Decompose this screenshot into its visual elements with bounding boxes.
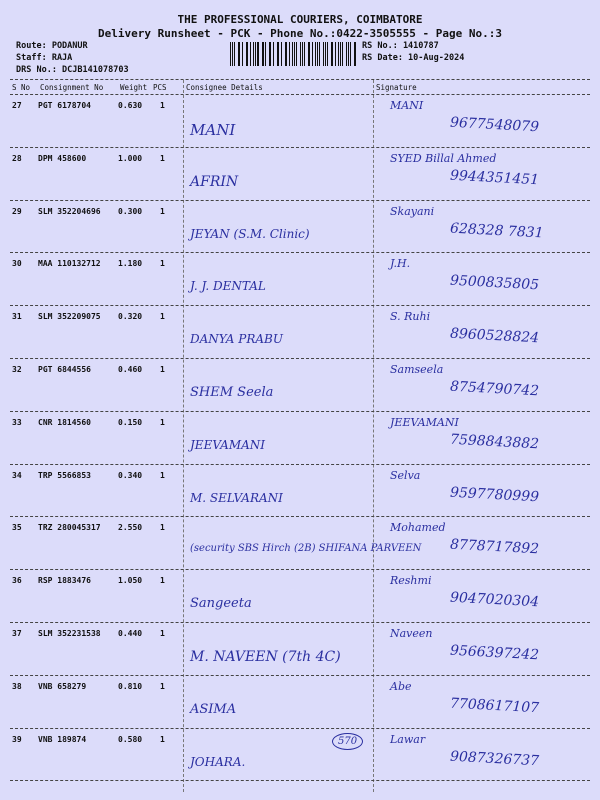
- col-header-consignee: Consignee Details: [186, 83, 263, 92]
- runsheet-subtitle: Delivery Runsheet - PCK - Phone No.:0422-3505555 - Page No.:3: [98, 27, 502, 40]
- weight-value: 0.320: [118, 312, 143, 322]
- pcs-count: 1: [160, 153, 165, 163]
- table-row: [10, 729, 590, 782]
- col-header-signature: Signature: [376, 83, 417, 92]
- consignment-number: PGT 6844556: [38, 365, 91, 374]
- table-row: [10, 412, 590, 465]
- consignee-handwriting: M. SELVARANI: [190, 490, 283, 505]
- weight-value: 2.550: [118, 523, 143, 533]
- col-header-weight: Weight: [120, 83, 148, 92]
- consignment-number: DPM 458600: [38, 153, 87, 163]
- serial-number: 38: [12, 681, 22, 691]
- weight-value: 0.150: [118, 417, 143, 427]
- serial-number: 35: [12, 523, 22, 533]
- phone-handwriting: 9087326737: [449, 748, 540, 769]
- pcs-count: 1: [160, 312, 165, 322]
- serial-number: 36: [12, 576, 22, 586]
- weight-value: 0.580: [118, 734, 143, 744]
- consignment-number: SLM 352204696: [38, 206, 101, 216]
- table-row: [10, 148, 590, 201]
- pcs-count: 1: [160, 629, 165, 638]
- rs-number: RS No.: 1410787: [362, 41, 439, 51]
- consignee-handwriting: JEYAN (S.M. Clinic): [190, 226, 310, 241]
- signature-handwriting: MANI: [390, 99, 424, 112]
- table-row: [10, 201, 590, 254]
- route-info: [16, 40, 129, 76]
- weight-value: 0.630: [118, 101, 143, 110]
- phone-handwriting: 7598843882: [449, 431, 540, 453]
- consignee-handwriting: JEEVAMANI: [190, 437, 266, 452]
- signature-handwriting: Mohamed: [390, 521, 446, 535]
- pcs-count: 1: [160, 101, 165, 110]
- serial-number: 31: [12, 312, 22, 322]
- signature-handwriting: S. Ruhi: [390, 310, 431, 324]
- signature-handwriting: Lawar: [390, 732, 426, 746]
- phone-handwriting: 9677548079: [449, 114, 540, 136]
- pcs-count: 1: [160, 576, 165, 586]
- weight-value: 1.180: [118, 259, 143, 269]
- pcs-count: 1: [160, 734, 165, 744]
- consignee-handwriting: J. J. DENTAL: [190, 279, 266, 294]
- rs-info: [362, 40, 464, 64]
- serial-number: 32: [12, 365, 22, 374]
- route-label: Route: PODANUR: [16, 41, 88, 51]
- pcs-count: 1: [160, 417, 165, 427]
- consignee-handwriting: JOHARA.: [190, 754, 246, 769]
- table-row: [10, 253, 590, 306]
- table-row: [10, 465, 590, 518]
- consignee-handwriting: Sangeeta: [190, 596, 252, 612]
- weight-value: 0.340: [118, 470, 143, 480]
- signature-handwriting: Reshmi: [390, 574, 432, 588]
- col-header-sno: S No: [12, 83, 31, 92]
- circled-mark: 570: [332, 733, 363, 750]
- signature-handwriting: Selva: [390, 468, 421, 482]
- company-title: THE PROFESSIONAL COURIERS, COIMBATORE: [177, 13, 423, 26]
- divider: [10, 79, 590, 80]
- signature-handwriting: Samseela: [390, 363, 444, 376]
- weight-value: 1.000: [118, 153, 143, 163]
- serial-number: 37: [12, 629, 22, 638]
- table-row: [10, 95, 590, 148]
- consignee-handwriting: M. NAVEEN (7th 4C): [190, 649, 341, 665]
- consignment-number: PGT 6178704: [38, 101, 91, 110]
- phone-handwriting: 9597780999: [449, 484, 540, 505]
- serial-number: 39: [12, 734, 22, 744]
- table-row: [10, 359, 590, 412]
- weight-value: 0.460: [118, 365, 143, 374]
- table-row: [10, 306, 590, 359]
- serial-number: 34: [12, 470, 22, 480]
- signature-handwriting: Naveen: [390, 627, 433, 640]
- serial-number: 28: [12, 153, 22, 163]
- table-row: [10, 570, 590, 623]
- consignee-handwriting: SHEM Seela: [190, 385, 274, 400]
- pcs-count: 1: [160, 470, 165, 480]
- pcs-count: 1: [160, 365, 165, 374]
- consignment-number: SLM 352231538: [38, 629, 101, 638]
- drs-label: DRS No.: DCJB141078703: [16, 65, 129, 75]
- serial-number: 29: [12, 206, 22, 216]
- pcs-count: 1: [160, 523, 165, 533]
- consignment-number: VNB 189874: [38, 734, 87, 744]
- consignee-handwriting: DANYA PRABU: [190, 332, 283, 347]
- signature-handwriting: J.H.: [390, 257, 411, 271]
- phone-handwriting: 9944351451: [449, 167, 540, 189]
- phone-handwriting: 7708617107: [449, 695, 540, 717]
- signature-handwriting: Abe: [390, 679, 412, 693]
- phone-handwriting: 8754790742: [449, 378, 540, 400]
- weight-value: 0.440: [118, 629, 143, 638]
- serial-number: 27: [12, 101, 22, 110]
- signature-handwriting: JEEVAMANI: [390, 415, 459, 429]
- table-row: [10, 623, 590, 676]
- consignee-handwriting: MANI: [190, 121, 236, 139]
- phone-handwriting: 8778717892: [449, 537, 540, 558]
- consignment-number: CNR 1814560: [38, 417, 91, 427]
- weight-value: 0.300: [118, 206, 143, 216]
- signature-handwriting: Skayani: [390, 204, 435, 218]
- signature-handwriting: SYED Billal Ahmed: [390, 151, 497, 165]
- consignment-number: MAA 110132712: [38, 259, 101, 269]
- rs-date: RS Date: 10-Aug-2024: [362, 53, 465, 63]
- barcode-image: [230, 42, 358, 66]
- consignment-number: SLM 352209075: [38, 312, 101, 322]
- table-row: [10, 676, 590, 729]
- pcs-count: 1: [160, 681, 165, 691]
- phone-handwriting: 628328 7831: [449, 220, 544, 242]
- consignment-number: TRZ 280045317: [38, 523, 101, 533]
- phone-handwriting: 9566397242: [449, 642, 540, 664]
- phone-handwriting: 9047020304: [449, 589, 540, 611]
- weight-value: 0.810: [118, 681, 143, 691]
- phone-handwriting: 8960528824: [449, 325, 540, 347]
- consignment-number: VNB 658279: [38, 681, 87, 691]
- col-header-consignment: Consignment No: [40, 83, 104, 92]
- pcs-count: 1: [160, 259, 165, 269]
- weight-value: 1.050: [118, 576, 143, 586]
- phone-handwriting: 9500835805: [449, 273, 540, 294]
- col-header-pcs: PCS: [153, 83, 167, 92]
- staff-label: Staff: RAJA: [16, 53, 73, 63]
- consignee-handwriting: ASIMA: [190, 701, 237, 717]
- consignment-number: RSP 1883476: [38, 576, 91, 586]
- consignee-handwriting: (security SBS Hirch (2B) SHIFANA PARVEEN: [190, 543, 422, 555]
- serial-number: 30: [12, 259, 22, 269]
- pcs-count: 1: [160, 206, 165, 216]
- table-row: [10, 517, 590, 570]
- serial-number: 33: [12, 417, 22, 427]
- consignment-number: TRP 5566853: [38, 470, 91, 480]
- consignee-handwriting: AFRIN: [190, 173, 239, 190]
- row-divider: [10, 780, 590, 781]
